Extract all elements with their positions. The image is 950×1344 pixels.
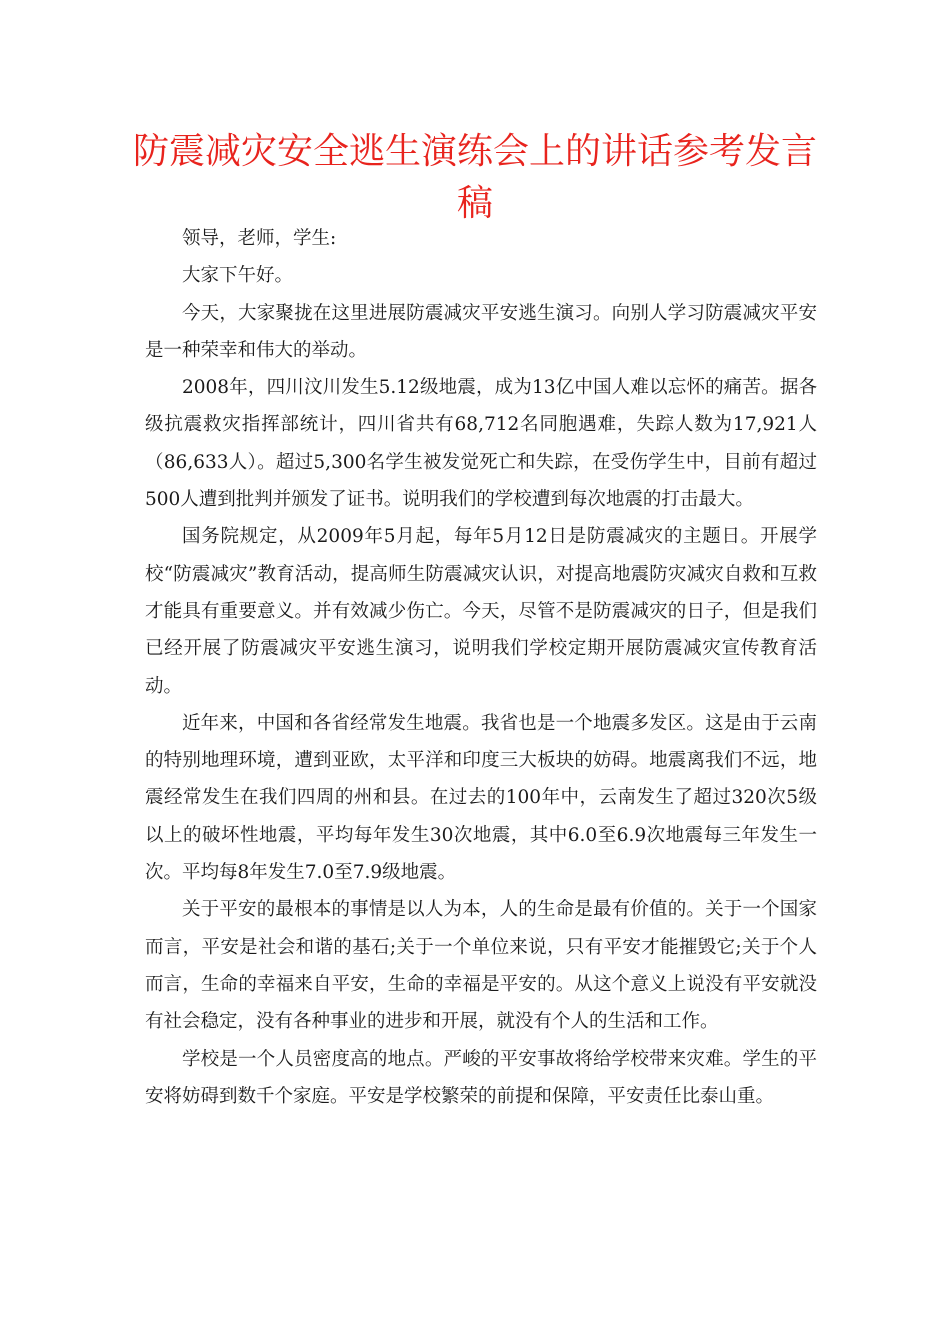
paragraph-state-council: 国务院规定，从2009年5月起，每年5月12日是防震减灾的主题日。开展学校“防震减灾”教育活动，提高师生防震减灾认识，对提高地震防灾减灾自救和互救才能具有重要意义。并有效减少伤亡。今天，尽管不是防震减灾的日子，但是我们已经开展了防震减灾平安逃生演习，说明我们学校定期开展防震减灾宣传教育活动。 [145, 526, 817, 697]
paragraph-wenchuan: 2008年，四川汶川发生5.12级地震，成为13亿中国人难以忘怀的痛苦。据各级抗震救灾指挥部统计，四川省共有68,712名同胞遇难，失踪人数为17,921人（86,633人）。超过5,300名学生被发觉死亡和失踪，在受伤学生中，目前有超过500人遭到批判并颁发了证书。说明我们的学校遭到每次地震的打击最大。 [145, 377, 817, 511]
document-body [145, 220, 817, 1115]
salutation: 领导，老师，学生: [182, 228, 337, 249]
paragraph-yunnan: 近年来，中国和各省经常发生地震。我省也是一个地震多发区。这是由于云南的特别地理环境，遭到亚欧，太平洋和印度三大板块的妨碍。地震离我们不远，地震经常发生在我们四周的州和县。在过去的100年中，云南发生了超过320次5级以上的破坏性地震，平均每年发生30次地震，其中6.0至6.9次地震每三年发生一次。平均每8年发生7.0至7.9级地震。 [145, 712, 817, 884]
paragraph-school: 学校是一个人员密度高的地点。严峻的平安事故将给学校带来灾难。学生的平安将妨碍到数千个家庭。平安是学校繁荣的前提和保障，平安责任比泰山重。 [145, 1048, 817, 1107]
paragraph-safety-value: 关于平安的最根本的事情是以人为本，人的生命是最有价值的。关于一个国家而言，平安是社会和谐的基石;关于一个单位来说，只有平安才能摧毁它;关于个人而言，生命的幸福来自平安，生命的幸福是平安的。从这个意义上说没有平安就没有社会稳定，没有各种事业的进步和开展，就没有个人的生活和工作。 [145, 899, 817, 1033]
paragraph-intro: 今天，大家聚拢在这里进展防震减灾平安逃生演习。向别人学习防震减灾平安是一种荣幸和伟大的举动。 [145, 302, 817, 361]
document-title: 防震减灾安全逃生演练会上的讲话参考发言稿 [132, 131, 817, 224]
greeting: 大家下午好。 [182, 265, 294, 287]
